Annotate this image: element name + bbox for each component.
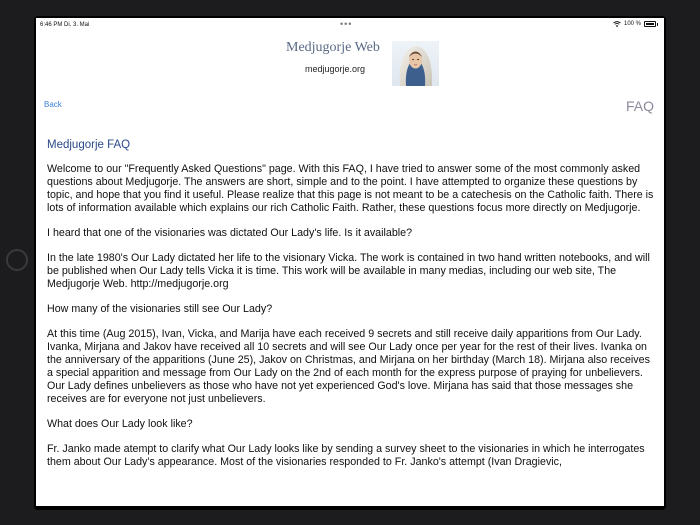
back-button[interactable]: Back — [44, 100, 62, 109]
our-lady-image — [392, 41, 439, 86]
status-bar — [36, 18, 664, 32]
site-header — [36, 32, 664, 94]
site-title: Medjugorje Web — [286, 40, 380, 55]
question-2: How many of the visionaries still see Our Lady? — [47, 303, 273, 315]
home-button[interactable] — [6, 249, 28, 271]
page-title: FAQ — [625, 98, 654, 114]
answer-3: Fr. Janko made atempt to clarify what Our Lady looks like by sending a survey sheet to the visionaries in which he interrogates them about Our Lady's appearance. Most of the visionaries responded to Fr. Janko's attempt (Ivan Dragievic, — [47, 443, 645, 468]
intro-paragraph: Welcome to our "Frequently Asked Questions" page. With this FAQ, I have tried to answer some of the most commonly asked questions about Medjugorje. The answers are short, simple and to the point. I have attempted to organize these questions by topic, and hope that you find it useful. Please realize that this page is not meant to be a catechesis on the Catholic faith. There is lots of information available which explains our rich Catholic Faith. Rather, these questions focus more directly on Medjugorje. — [47, 163, 654, 214]
battery-icon — [644, 21, 656, 27]
site-url: medjugorje.org — [305, 64, 366, 74]
answer-2: At this time (Aug 2015), Ivan, Vicka, and Marija have each received 9 secrets and still receive daily apparitions from Our Lady. Ivanka, Mirjana and Jakov have received all 10 secrets and will see Our Lady once per year for the rest of their lives. Ivanka on the anniversary of the apparitions (June 25), Jakov on Christmas, and Mirjana on her birthday (March 18). Mirjana also receives a special apparition and message from Our Lady on the 2nd of each month for the express purpose of praying for unbelievers. Our Lady defines unbelievers as those who have not yet experienced God's love. Mirjana has said that those messages she receives are for everyone not just unbelievers. — [47, 328, 650, 405]
status-right — [613, 21, 658, 27]
battery-tip — [657, 23, 658, 26]
question-3: What does Our Lady look like? — [47, 418, 193, 430]
faq-content — [47, 139, 655, 481]
question-1: I heard that one of the visionaries was dictated Our Lady's life. Is it available? — [47, 227, 413, 239]
status-time: 6:46 PM Di. 3. Mai — [40, 22, 90, 28]
battery-percent: 100 % — [623, 21, 641, 27]
multitask-dots[interactable]: ••• — [340, 19, 353, 29]
wifi-icon — [613, 21, 621, 27]
screen — [36, 18, 664, 506]
faq-heading: Medjugorje FAQ — [47, 139, 131, 151]
answer-1: In the late 1980's Our Lady dictated her life to the visionary Vicka. The work is contained in two hand written notebooks, and will be published when Our Lady tells Vicka it is time. This work will be available in many medias, including our web site, The Medjugorje Web. http://medjugorje.org — [47, 252, 650, 290]
